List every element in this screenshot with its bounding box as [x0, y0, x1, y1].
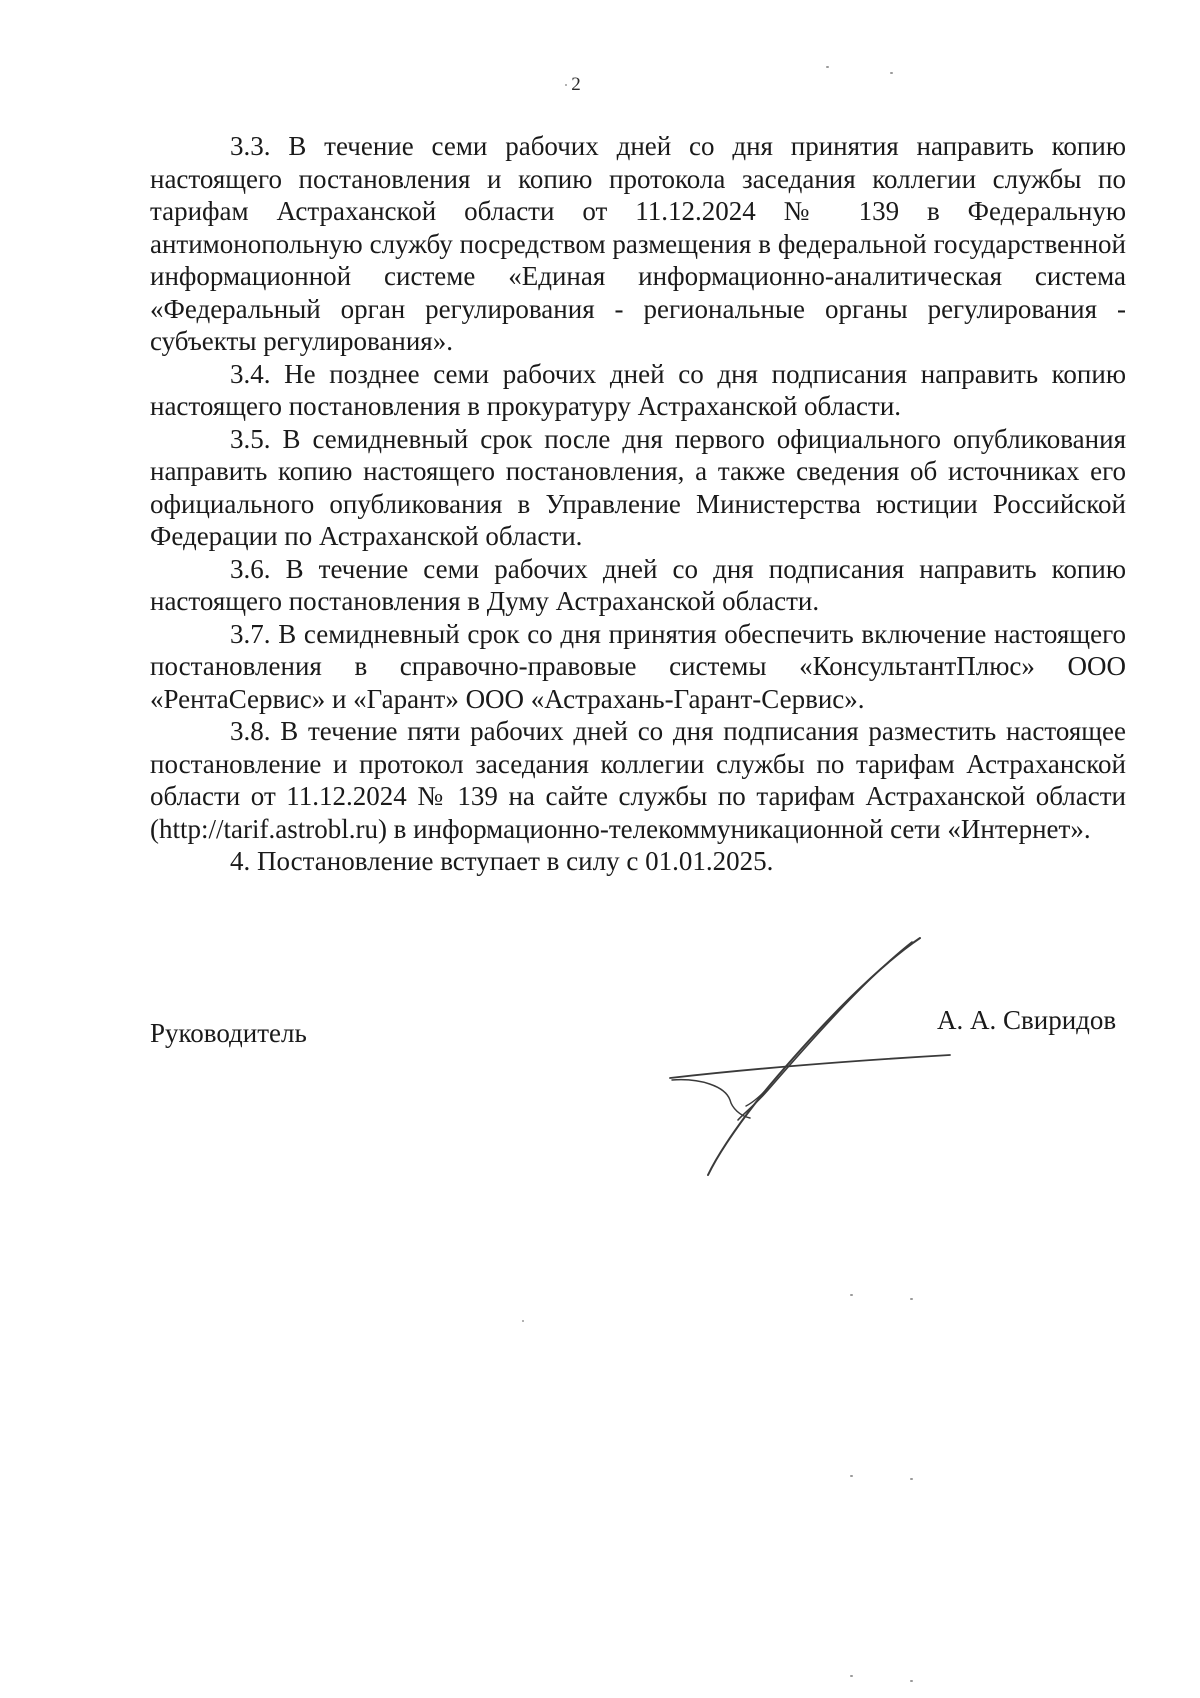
document-body — [150, 130, 1126, 878]
paragraph-3-8: 3.8. В течение пяти рабочих дней со дня подписания разместить настоящее постановление и протокол заседания коллегии службы по тарифам Астраханской области от 11.12.2024 № 139 на сайте службы по тарифам Астраханской области (http://tarif.astrobl.ru) в информационно-телекоммуникационной сети «Интернет». — [150, 716, 1126, 844]
signatory-title: Руководитель — [150, 1018, 307, 1048]
signatory-name: А. А. Свиридов — [937, 1005, 1117, 1035]
scan-speck — [522, 1320, 524, 1322]
paragraph-3-3: 3.3. В течение семи рабочих дней со дня принятия направить копию настоящего постановления и копию протокола заседания коллегии службы по тарифам Астраханской области от 11.12.2024 № 139 в Федеральную антимонопольную службу посредством размещения в федеральной государственной информационной системе «Единая информационно-аналитическая система «Федеральный орган регулирования - региональные органы регулирования - субъекты регулирования». — [150, 131, 1126, 356]
scan-speck — [890, 72, 893, 74]
scan-speck — [910, 1478, 913, 1480]
handwritten-signature — [650, 920, 970, 1180]
scan-speck — [565, 84, 567, 86]
paragraph-4: 4. Постановление вступает в силу с 01.01.2025. — [230, 846, 774, 876]
paragraph-3-5: 3.5. В семидневный срок после дня первого официального опубликования направить копию настоящего постановления, а также сведения об источниках его официального опубликования в Управление Министерства юстиции Российской Федерации по Астраханской области. — [150, 423, 1126, 551]
scan-speck — [910, 1680, 913, 1682]
page-number: 2 — [571, 74, 581, 95]
paragraph-3-7: 3.7. В семидневный срок со дня принятия обеспечить включение настоящего постановления в справочно-правовые системы «КонсультантПлюс» ООО «РентаСервис» и «Гарант» ООО «Астрахань-Гарант-Сервис». — [150, 618, 1126, 714]
scan-speck — [850, 1675, 853, 1677]
scan-speck — [850, 1475, 853, 1477]
scan-speck — [850, 1294, 853, 1296]
paragraph-3-6: 3.6. В течение семи рабочих дней со дня подписания направить копию настоящего постановления в Думу Астраханской области. — [150, 553, 1126, 616]
scan-speck — [910, 1298, 913, 1300]
scan-speck — [826, 66, 829, 68]
paragraph-3-4: 3.4. Не позднее семи рабочих дней со дня подписания направить копию настоящего постановления в прокуратуру Астраханской области. — [150, 358, 1126, 421]
